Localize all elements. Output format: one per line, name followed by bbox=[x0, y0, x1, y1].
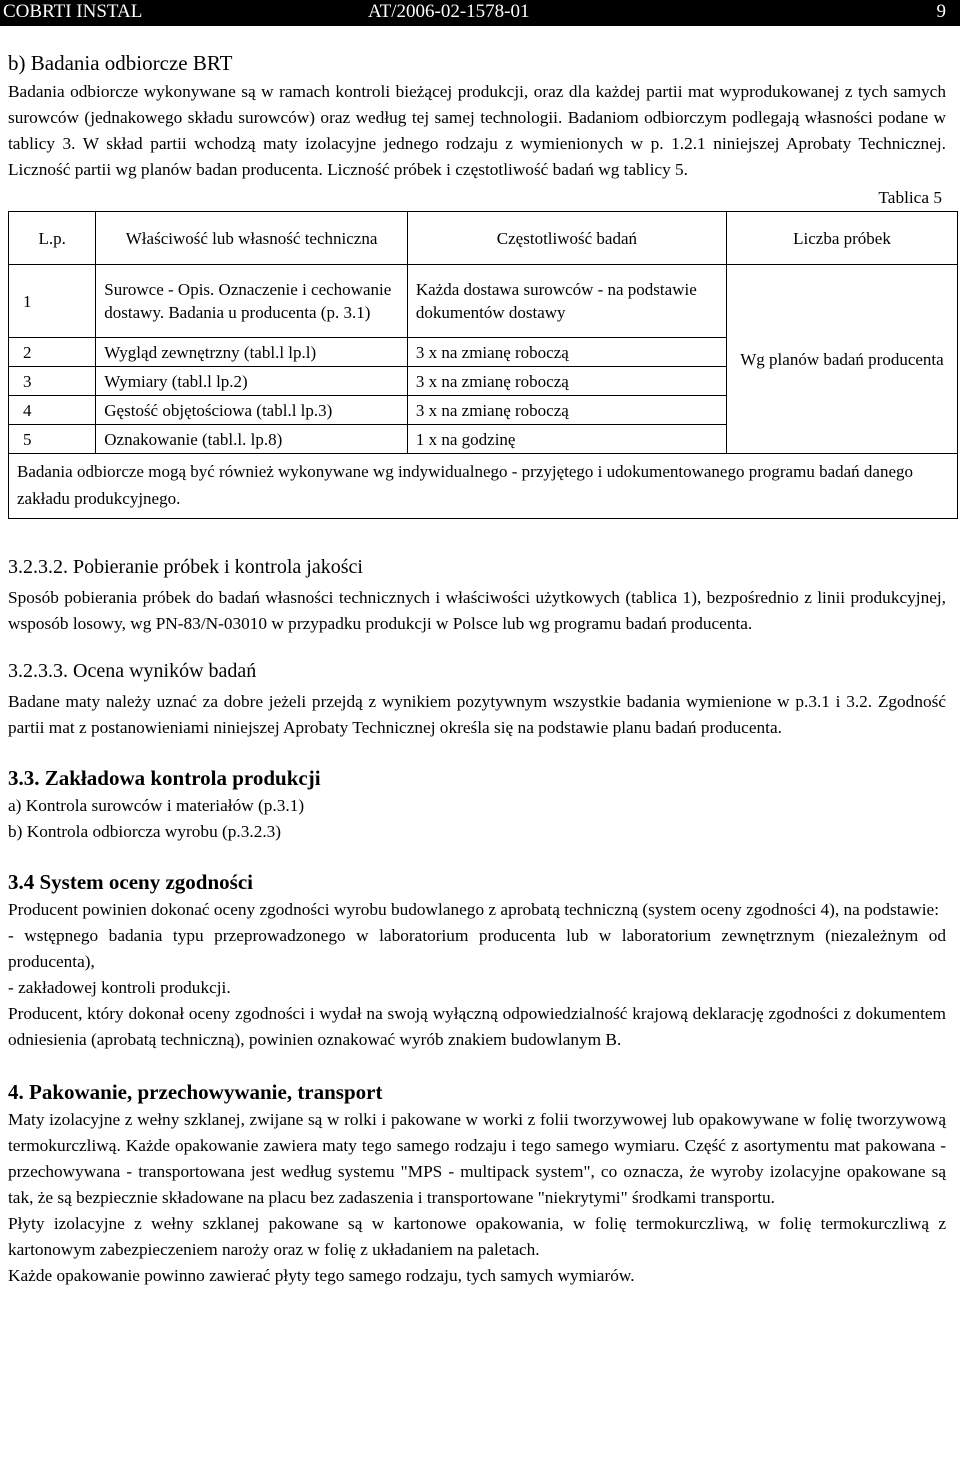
row-frequency: Każda dostawa surowców - na podstawie dokumentów dostawy bbox=[407, 265, 726, 338]
row-frequency: 3 x na zmianę roboczą bbox=[407, 338, 726, 367]
section-33-line-b: b) Kontrola odbiorcza wyrobu (p.3.2.3) bbox=[8, 822, 282, 841]
row-property: Wygląd zewnętrzny (tabl.l lp.l) bbox=[96, 338, 408, 367]
row-lp: 3 bbox=[9, 367, 96, 396]
row-property: Surowce - Opis. Oznaczenie i cechowanie dostawy. Badania u producenta (p. 3.1) bbox=[96, 265, 408, 338]
table-row bbox=[9, 265, 958, 338]
row-lp: 4 bbox=[9, 396, 96, 425]
section-b-title: b) Badania odbiorcze BRT bbox=[8, 51, 233, 75]
table-footnote-row bbox=[9, 454, 958, 519]
header-count: Liczba próbek bbox=[726, 212, 957, 265]
row-count-merged: Wg planów badań producenta bbox=[726, 265, 957, 454]
page-header bbox=[0, 0, 960, 26]
row-frequency: 1 x na godzinę bbox=[407, 425, 726, 454]
table-footnote: Badania odbiorcze mogą być również wykonywane wg indywidualnego - przyjętego i udokumentowanego programu badań danego zakładu produkcyjnego. bbox=[9, 454, 958, 519]
section-4-title: 4. Pakowanie, przechowywanie, transport bbox=[8, 1080, 383, 1104]
section-3232-title: 3.2.3.2. Pobieranie próbek i kontrola jakości bbox=[8, 556, 363, 578]
header-property: Właściwość lub własność techniczna bbox=[96, 212, 408, 265]
row-frequency: 3 x na zmianę roboczą bbox=[407, 396, 726, 425]
row-property: Oznakowanie (tabl.l. lp.8) bbox=[96, 425, 408, 454]
row-frequency: 3 x na zmianę roboczą bbox=[407, 367, 726, 396]
section-34-p3: - zakładowej kontroli produkcji. bbox=[8, 978, 231, 997]
row-lp: 1 bbox=[9, 265, 96, 338]
section-4-p3: Każde opakowanie powinno zawierać płyty tego samego rodzaju, tych samych wymiarów. bbox=[8, 1266, 635, 1285]
row-property: Wymiary (tabl.l lp.2) bbox=[96, 367, 408, 396]
section-34-p1: Producent powinien dokonać oceny zgodności wyrobu budowlanego z aprobatą techniczną (system oceny zgodności 4), na podstawie: bbox=[8, 900, 939, 919]
section-3232-text: Sposób pobierania próbek do badań własności technicznych i właściwości użytkowych (tablica 1), bezpośrednio z linii produkcyjnej, wsposób losowy, wg PN-83/N-03010 w przypadku produkcji w Polsce lub wg programu badań producenta. bbox=[8, 588, 946, 633]
section-33-title: 3.3. Zakładowa kontrola produkcji bbox=[8, 766, 321, 790]
table-caption: Tablica 5 bbox=[878, 188, 942, 207]
document-body bbox=[8, 47, 946, 1289]
table-header-row bbox=[9, 212, 958, 265]
row-lp: 2 bbox=[9, 338, 96, 367]
section-4-p1: Maty izolacyjne z wełny szklanej, zwijane są w rolki i pakowane w worki z folii tworzywowej lub opakowywane w folię tworzywową termokurczliwą. Każde opakowanie zawiera maty tego samego rodzaju i tego samego wymiaru. Część z asortymentu mat pakowana - przechowywana - transportowana jest według systemu "MPS - multipack system", co oznacza, że wyroby izolacyjne opakowane są tak, że są bezpiecznie składowane na placu bez zadaszenia i transportowane "niekrytymi" środkami transportu. bbox=[8, 1110, 946, 1207]
section-34-title: 3.4 System oceny zgodności bbox=[8, 870, 253, 894]
header-doc-number: AT/2006-02-1578-01 bbox=[368, 1, 530, 22]
section-3233-text: Badane maty należy uznać za dobre jeżeli przejdą z wynikiem pozytywnym wszystkie badania wymienione w p.3.1 i 3.2. Zgodność partii mat z postanowieniami niniejszej Aprobaty Technicznej określa się na podstawie planu badań producenta. bbox=[8, 692, 946, 737]
section-33-line-a: a) Kontrola surowców i materiałów (p.3.1) bbox=[8, 796, 305, 815]
table-5 bbox=[8, 211, 958, 519]
row-lp: 5 bbox=[9, 425, 96, 454]
section-34-p4: Producent, który dokonał oceny zgodności i wydał na swoją wyłączną odpowiedzialność krajową deklarację zgodności z dokumentem odniesienia (aprobatą techniczną), powinien oznakować wyrób znakiem budowlanym B. bbox=[8, 1004, 946, 1049]
section-b-text: Badania odbiorcze wykonywane są w ramach kontroli bieżącej produkcji, oraz dla każdej partii mat wyprodukowanej z tych samych surowców (jednakowego składu surowców) oraz według tej samej technologii. Badaniom odbiorczym podlegają własności podane w tablicy 3. W skład partii wchodzą maty izolacyjne jednego rodzaju z wymienionych w p. 1.2.1 niniejszej Aprobaty Technicznej. Liczność partii wg planów badan producenta. Liczność próbek i częstotliwość badań wg tablicy 5. bbox=[8, 82, 946, 179]
row-property: Gęstość objętościowa (tabl.l lp.3) bbox=[96, 396, 408, 425]
header-page-number: 9 bbox=[936, 1, 946, 22]
section-34-p2: - wstępnego badania typu przeprowadzonego w laboratorium producenta lub w laboratorium zewnętrznym (niezależnym od producenta), bbox=[8, 926, 946, 971]
header-lp: L.p. bbox=[9, 212, 96, 265]
section-3233-title: 3.2.3.3. Ocena wyników badań bbox=[8, 660, 257, 682]
header-frequency: Częstotliwość badań bbox=[407, 212, 726, 265]
section-4-p2: Płyty izolacyjne z wełny szklanej pakowane są w kartonowe opakowania, w folię termokurczliwą, w folię termokurczliwą z kartonowym zabezpieczeniem naroży oraz w folię z układaniem na paletach. bbox=[8, 1214, 946, 1259]
header-company: COBRTI INSTAL bbox=[3, 1, 143, 22]
